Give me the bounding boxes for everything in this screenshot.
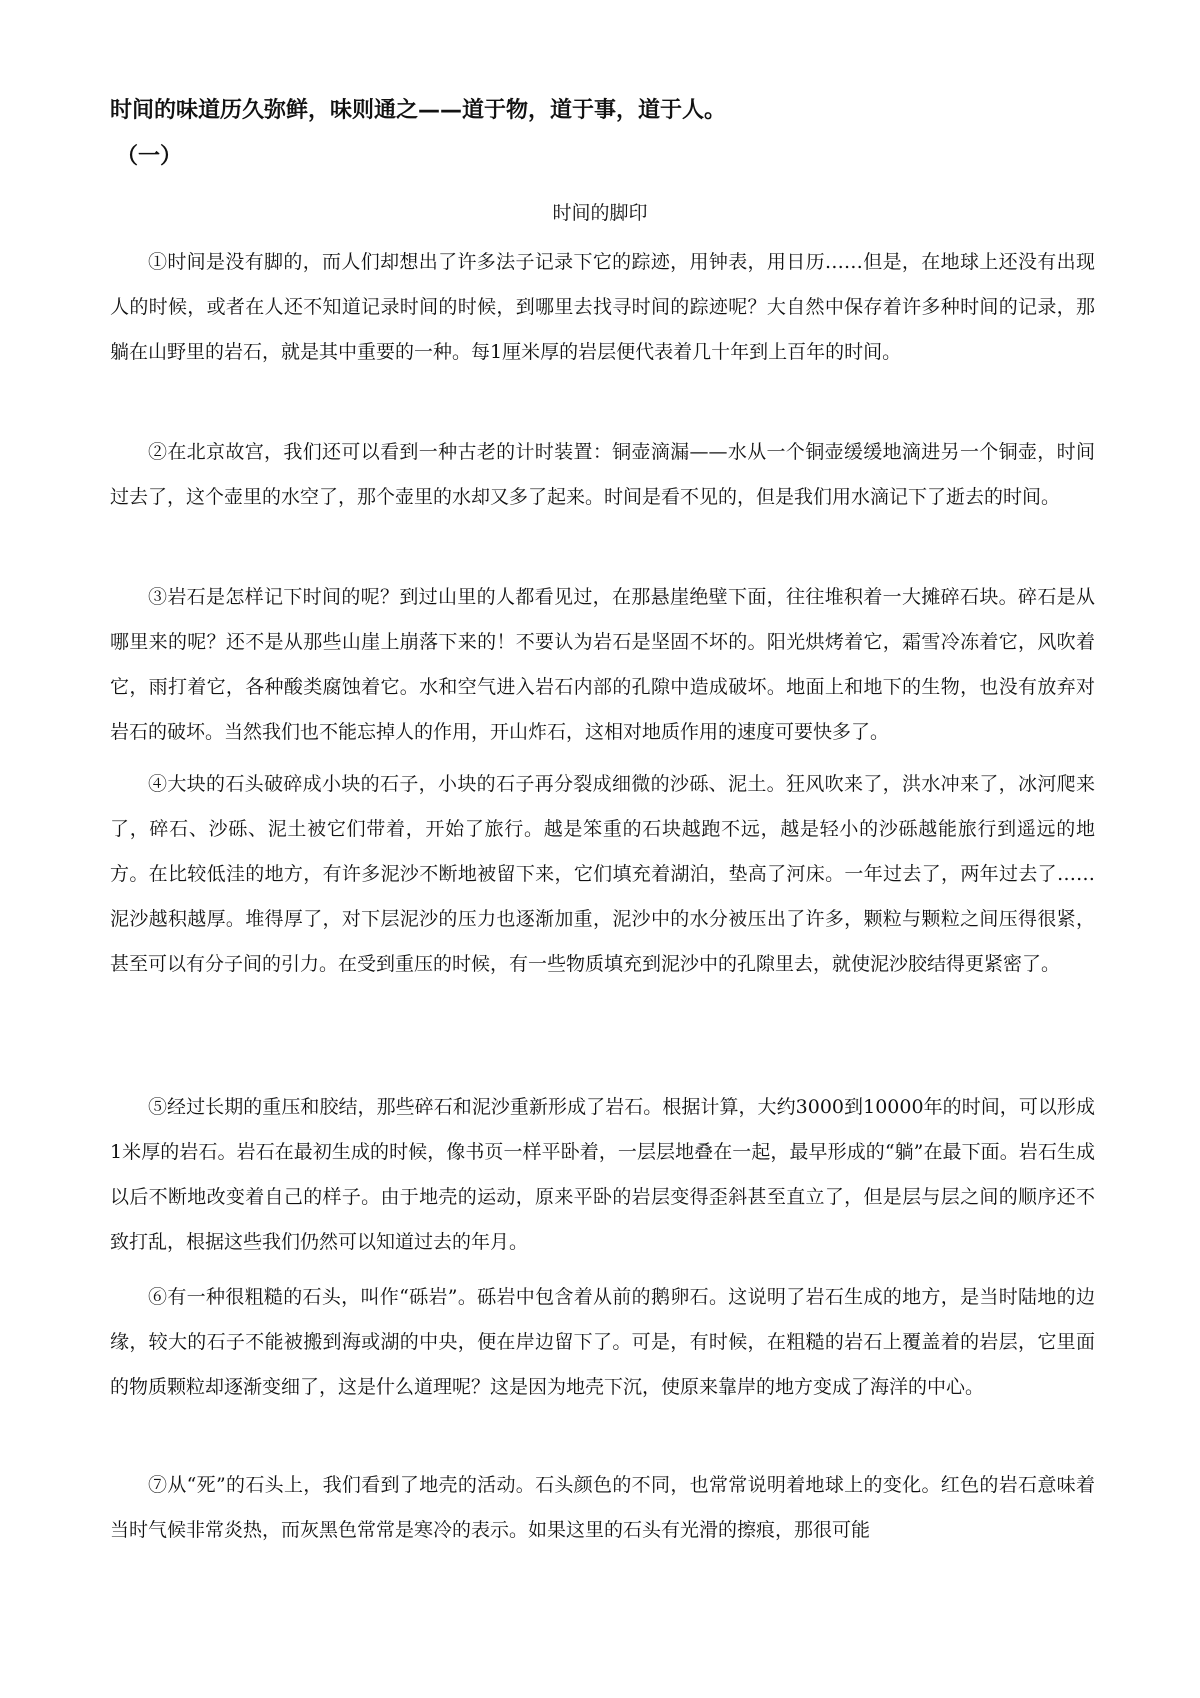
paragraph-7: ⑦从“死”的石头上，我们看到了地壳的活动。石头颜色的不同，也常常说明着地球上的变化。红色的岩石意味着当时气候非常炎热，而灰黑色常常是寒冷的表示。如果这里的石头有光滑的擦痕，那很可能 bbox=[110, 1474, 1095, 1541]
paragraph-3: ③岩石是怎样记下时间的呢？到过山里的人都看见过，在那悬崖绝壁下面，往往堆积着一大摊碎石块。碎石是从哪里来的呢？还不是从那些山崖上崩落下来的！不要认为岩石是坚固不坏的。阳光烘烤着它，霜雪冷冻着它，风吹着它，雨打着它，各种酸类腐蚀着它。水和空气进入岩石内部的孔隙中造成破坏。地面上和地下的生物，也没有放弃对岩石的破坏。当然我们也不能忘掉人的作用，开山炸石，这相对地质作用的速度可要快多了。 bbox=[110, 586, 1095, 743]
paragraph-1: ①时间是没有脚的，而人们却想出了许多法子记录下它的踪迹，用钟表，用日历……但是，在地球上还没有出现人的时候，或者在人还不知道记录时间的时候，到哪里去找寻时间的踪迹呢？大自然中保存着许多种时间的记录，那躺在山野里的岩石，就是其中重要的一种。每1厘米厚的岩层便代表着几十年到上百年的时间。 bbox=[110, 251, 1095, 363]
paragraph-5: ⑤经过长期的重压和胶结，那些碎石和泥沙重新形成了岩石。根据计算，大约3000到10000年的时间，可以形成1米厚的岩石。岩石在最初生成的时候，像书页一样平卧着，一层层地叠在一起，最早形成的“躺”在最下面。岩石生成以后不断地改变着自己的样子。由于地壳的运动，原来平卧的岩层变得歪斜甚至直立了，但是层与层之间的顺序还不致打乱，根据这些我们仍然可以知道过去的年月。 bbox=[110, 1096, 1095, 1253]
article-title: 时间的脚印 bbox=[552, 202, 648, 224]
paragraph-4: ④大块的石头破碎成小块的石子，小块的石子再分裂成细微的沙砾、泥土。狂风吹来了，洪水冲来了，冰河爬来了，碎石、沙砾、泥土被它们带着，开始了旅行。越是笨重的石块越跑不远，越是轻小的沙砾越能旅行到遥远的地方。在比较低洼的地方，有许多泥沙不断地被留下来，它们填充着湖泊，垫高了河床。一年过去了，两年过去了……泥沙越积越厚。堆得厚了，对下层泥沙的压力也逐渐加重，泥沙中的水分被压出了许多，颗粒与颗粒之间压得很紧，甚至可以有分子间的引力。在受到重压的时候，有一些物质填充到泥沙中的孔隙里去，就使泥沙胶结得更紧密了。 bbox=[110, 773, 1095, 975]
paragraph-2: ②在北京故宫，我们还可以看到一种古老的计时装置：铜壶滴漏——水从一个铜壶缓缓地滴进另一个铜壶，时间过去了，这个壶里的水空了，那个壶里的水却又多了起来。时间是看不见的，但是我们用水滴记下了逝去的时间。 bbox=[110, 441, 1095, 508]
paragraph-6: ⑥有一种很粗糙的石头，叫作“砾岩”。砾岩中包含着从前的鹅卵石。这说明了岩石生成的地方，是当时陆地的边缘，较大的石子不能被搬到海或湖的中央，便在岸边留下了。可是，有时候，在粗糙的岩石上覆盖着的岩层，它里面的物质颗粒却逐渐变细了，这是什么道理呢？这是因为地壳下沉，使原来靠岸的地方变成了海洋的中心。 bbox=[110, 1286, 1095, 1398]
page-heading: 时间的味道历久弥鲜，味则通之——道于物，道于事，道于人。 bbox=[110, 98, 727, 123]
section-label: （一） bbox=[116, 144, 183, 169]
